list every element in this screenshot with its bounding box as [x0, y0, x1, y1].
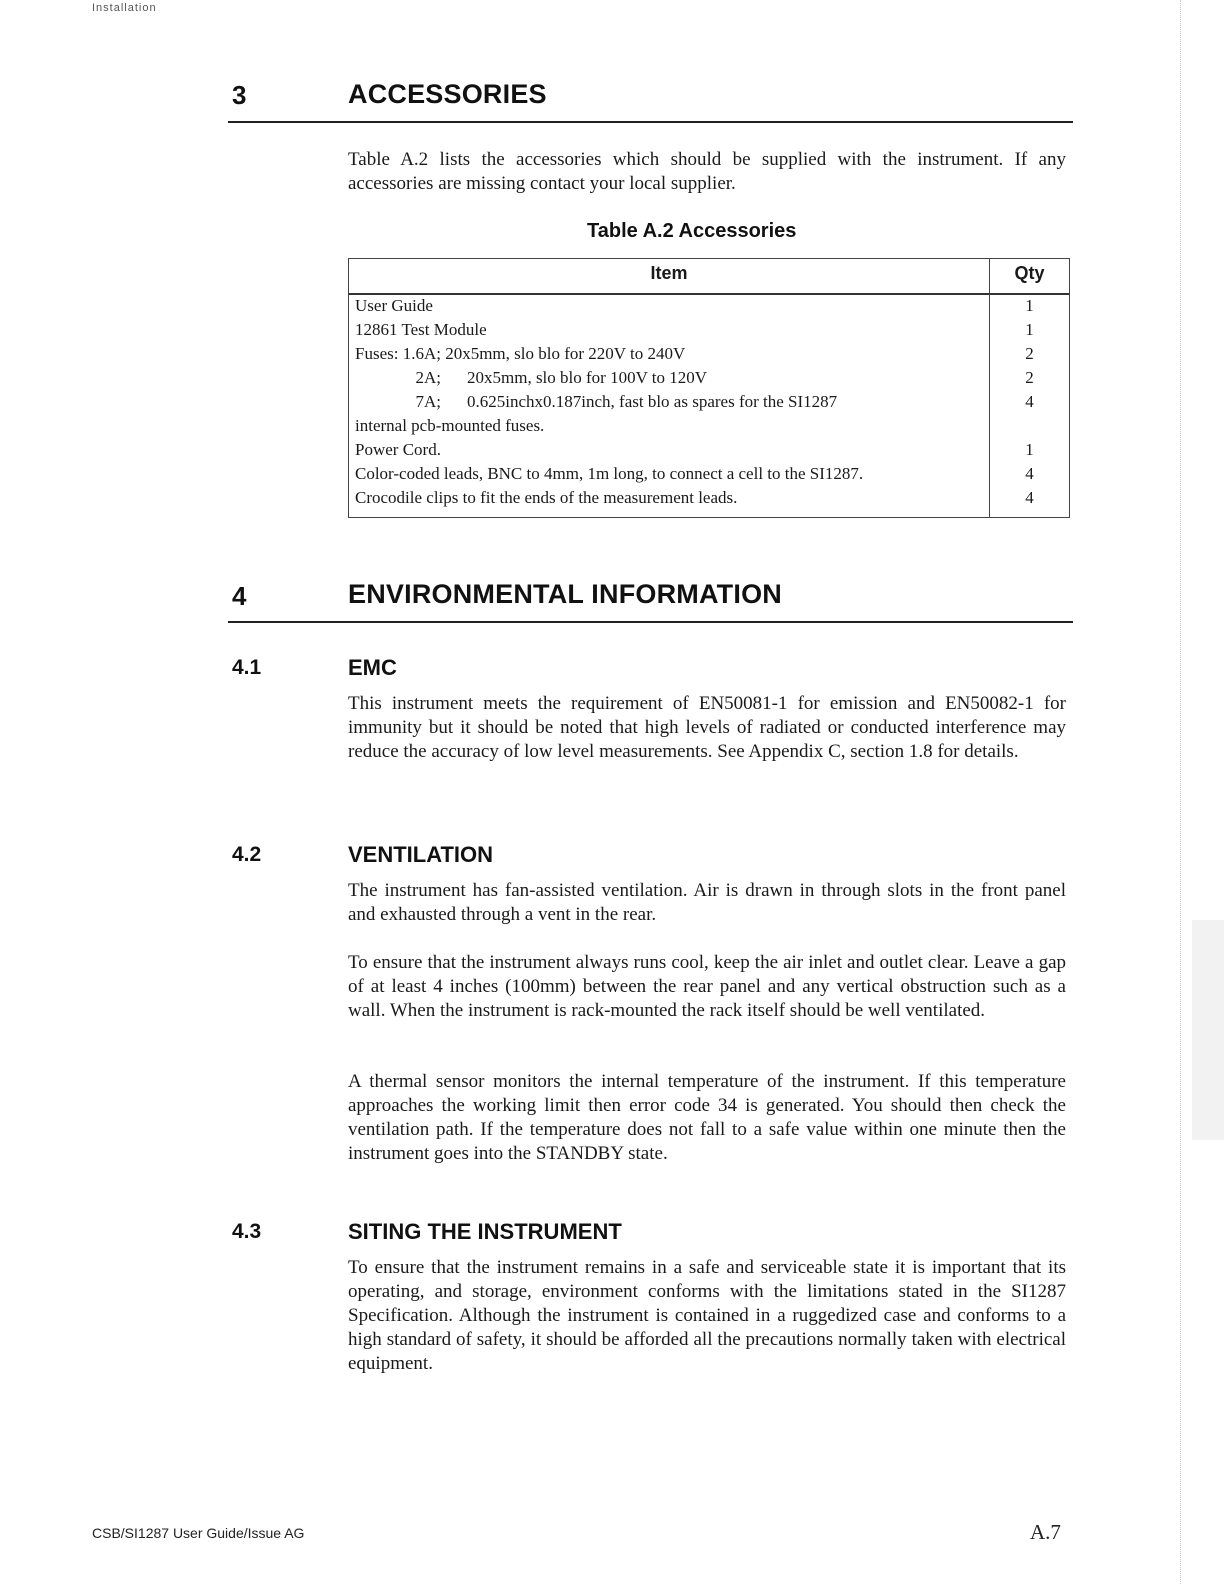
table-cell-item: Fuses: 1.6A; 20x5mm, slo blo for 220V to 240V: [355, 344, 686, 363]
table-cell-qty: 4: [1025, 488, 1034, 507]
scan-edge-shadow: [1192, 920, 1224, 1140]
section-3-rule: [228, 121, 1073, 123]
section-4-rule: [228, 621, 1073, 623]
table-row: [349, 414, 1069, 438]
table-header-item: Item: [650, 263, 688, 283]
table-cell-item: 12861 Test Module: [355, 320, 487, 339]
table-cell-qty: 1: [1025, 296, 1034, 315]
table-row: [349, 294, 1069, 318]
ventilation-paragraph-1: The instrument has fan-assisted ventilation. Air is drawn in through slots in the front panel and exhausted through a vent in the rear.: [348, 880, 1066, 925]
table-cell-fuse-spec: 0.625inchx0.187inch, fast blo as spares for the SI1287: [467, 392, 838, 411]
section-3-title: ACCESSORIES: [348, 79, 547, 109]
table-cell-fuse-rating: 7A;: [415, 392, 441, 411]
table-row: [349, 318, 1069, 342]
table-row: [349, 462, 1069, 486]
subsection-4-3-number: 4.3: [232, 1220, 262, 1243]
ventilation-paragraph-2: To ensure that the instrument always runs cool, keep the air inlet and outlet clear. Leave a gap of at least 4 inches (100mm) between the rear panel and any vertical obstruction such as a wall. When the instrument is rack-mounted the rack itself should be well ventilated.: [348, 952, 1066, 1021]
siting-paragraph: To ensure that the instrument remains in a safe and serviceable state it is important that its operating, and storage, environment conforms with the limitations stated in the SI1287 Specification. Although the instrument is contained in a ruggedized case and conforms to a high standard of safety, it should be afforded all the precautions normally taken with electrical equipment.: [348, 1257, 1066, 1374]
table-row: [349, 342, 1069, 366]
table-cell-item: Power Cord.: [355, 440, 441, 459]
subsection-4-3-title: SITING THE INSTRUMENT: [348, 1219, 622, 1244]
table-cell-item: Crocodile clips to fit the ends of the measurement leads.: [355, 488, 738, 507]
table-cell-qty: 4: [1025, 464, 1034, 483]
table-cell-qty: 1: [1025, 320, 1034, 339]
table-header-qty: Qty: [1014, 263, 1045, 283]
footer-document-id: CSB/SI1287 User Guide/Issue AG: [92, 1525, 305, 1541]
table-row: [349, 486, 1069, 510]
ventilation-paragraph-3: A thermal sensor monitors the internal temperature of the instrument. If this temperature approaches the working limit then error code 34 is generated. You should then check the ventilation path. If the temperature does not fall to a safe value within one minute then the instrument goes into the STANDBY state.: [348, 1071, 1066, 1164]
scan-edge-line: [1180, 0, 1182, 1584]
accessories-intro: Table A.2 lists the accessories which should be supplied with the instrument. If any accessories are missing contact your local supplier.: [348, 149, 1066, 194]
table-cell-qty: 1: [1025, 440, 1034, 459]
table-cell-qty: 2: [1025, 368, 1034, 387]
section-4-number: 4: [232, 581, 247, 611]
table-cell-qty: 4: [1025, 392, 1034, 411]
section-3-number: 3: [232, 80, 247, 110]
table-cell-item: Color-coded leads, BNC to 4mm, 1m long, to connect a cell to the SI1287.: [355, 464, 864, 483]
table-caption: Table A.2 Accessories: [587, 220, 797, 242]
section-4-title: ENVIRONMENTAL INFORMATION: [348, 579, 782, 609]
running-head: Installation: [92, 2, 157, 14]
table-cell-qty: 2: [1025, 344, 1034, 363]
table-row: [349, 438, 1069, 462]
table-cell-fuse-spec: 20x5mm, slo blo for 100V to 120V: [467, 368, 708, 387]
table-row: [349, 390, 1069, 414]
emc-paragraph: This instrument meets the requirement of EN50081-1 for emission and EN50082-1 for immunity but it should be noted that high levels of radiated or conducted interference may reduce the accuracy of low level measurements. See Appendix C, section 1.8 for details.: [348, 693, 1066, 762]
table-cell-item: internal pcb-mounted fuses.: [355, 416, 545, 435]
subsection-4-1-title: EMC: [348, 655, 397, 680]
table-row: [349, 366, 1069, 390]
footer-page-number: A.7: [1030, 1520, 1061, 1544]
accessories-table: [348, 258, 1070, 518]
table-cell-item: User Guide: [355, 296, 433, 315]
table-cell-fuse-rating: 2A;: [415, 368, 441, 387]
subsection-4-1-number: 4.1: [232, 656, 262, 679]
subsection-4-2-number: 4.2: [232, 843, 262, 866]
subsection-4-2-title: VENTILATION: [348, 842, 494, 867]
